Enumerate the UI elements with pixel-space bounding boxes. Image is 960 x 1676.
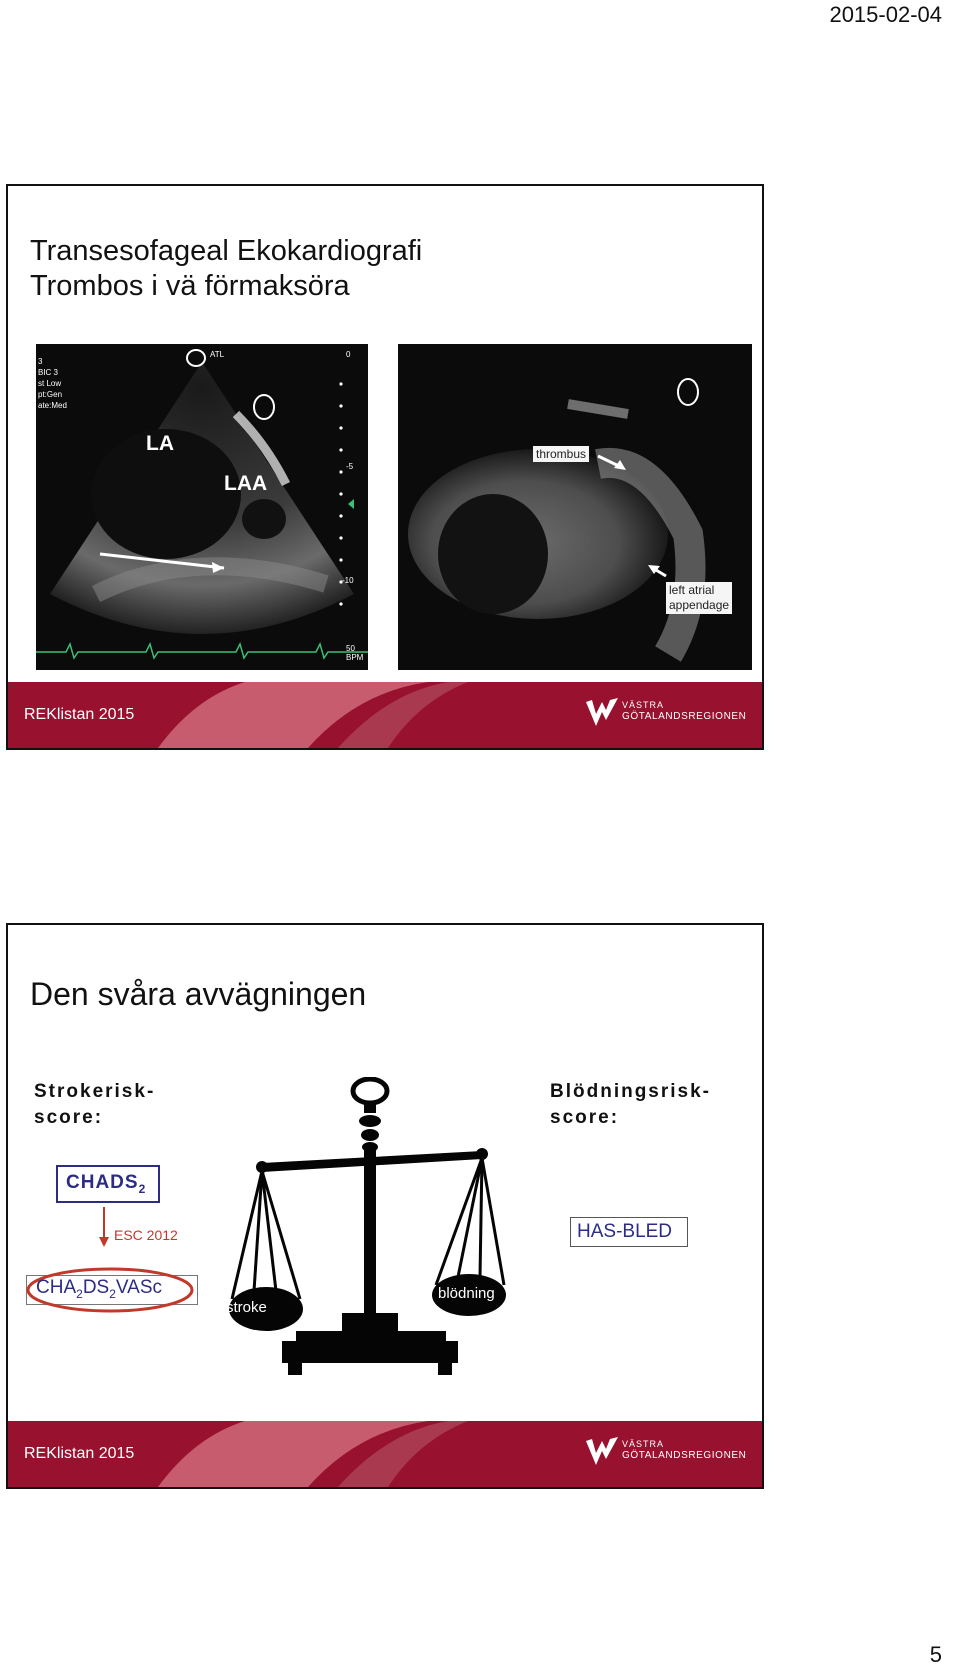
chads2-sub: 2 (138, 1181, 147, 1196)
cha2ds2vasc-part-b: DS (82, 1277, 110, 1298)
esc-2012-label: ESC 2012 (114, 1227, 178, 1243)
bpm-unit: BPM (346, 653, 364, 662)
cha2ds2vasc-sub-2: 2 (109, 1286, 116, 1301)
scale-tick-5: -5 (346, 462, 354, 471)
slide2-footer (8, 1421, 762, 1487)
label-left-atrial-appendage (666, 582, 732, 614)
slide1-title (30, 234, 422, 304)
chads2-box (56, 1165, 160, 1203)
echo-sector-graphic (36, 344, 368, 670)
label-appendage-line1: left atrial (669, 583, 715, 597)
cha2ds2vasc-sub-1: 2 (76, 1286, 83, 1301)
setting-3: st Low (38, 379, 62, 388)
vgr-logo-line1: VÄSTRA (622, 700, 665, 710)
slide-balance (6, 923, 764, 1489)
label-laa: LAA (224, 472, 268, 495)
balance-scale-icon (226, 1077, 526, 1377)
vgr-logo (584, 696, 747, 730)
slide2-footer-text: REKlistan 2015 (24, 1445, 135, 1462)
label-appendage-line2: appendage (669, 598, 730, 612)
echo-image-left (36, 344, 368, 670)
slide1-footer (8, 682, 762, 748)
bpm-readout (346, 644, 363, 662)
scale-tick-10: -10 (342, 576, 354, 585)
label-la: LA (146, 432, 174, 455)
setting-2: BIC 3 (38, 368, 59, 377)
chads2-main: CHADS (66, 1172, 139, 1193)
echo-image-right (398, 344, 752, 670)
bpm-value: 50 (346, 644, 355, 653)
vgr-logo-icon (584, 1435, 620, 1469)
scale-label-blodning: blödning (438, 1285, 495, 1302)
header-date: 2015-02-04 (829, 2, 942, 27)
vgr-logo-line1: VÄSTRA (622, 1439, 665, 1449)
bleeding-risk-label-line2: score: (550, 1107, 620, 1128)
label-thrombus: thrombus (533, 446, 589, 462)
cha2ds2vasc-text (36, 1277, 162, 1301)
setting-5: ate:Med (38, 401, 67, 410)
slide-echocardiography (6, 184, 764, 750)
vgr-logo-icon (584, 696, 620, 730)
cha2ds2vasc-part-a: CHA (36, 1277, 77, 1298)
stroke-risk-label (34, 1079, 155, 1131)
stroke-risk-label-line1: Strokerisk- (34, 1081, 156, 1102)
echo-thrombus-graphic (398, 344, 752, 670)
echo-settings-text (38, 356, 67, 411)
arrow-down-icon (98, 1207, 110, 1249)
cha2ds2vasc-part-c: VASc (115, 1277, 163, 1298)
hasbled-box: HAS-BLED (570, 1217, 688, 1247)
vgr-logo-line2: GÖTALANDSREGIONEN (622, 711, 747, 722)
setting-4: pt:Gen (38, 390, 63, 399)
page-number: 5 (929, 1642, 942, 1667)
setting-1: 3 (38, 357, 43, 366)
slide2-title: Den svåra avvägningen (30, 976, 367, 1012)
bleeding-risk-label-line1: Blödningsrisk- (550, 1081, 712, 1102)
scale-tick-0: 0 (346, 350, 351, 359)
slide1-title-line1: Transesofageal Ekokardiografi (30, 235, 423, 267)
slide1-title-line2: Trombos i vä förmaksöra (30, 270, 350, 302)
label-atl: ATL (210, 350, 225, 359)
scale-label-stroke: stroke (226, 1299, 267, 1316)
vgr-logo-line2: GÖTALANDSREGIONEN (622, 1450, 747, 1461)
vgr-logo (584, 1435, 747, 1469)
slide1-footer-text: REKlistan 2015 (24, 706, 135, 723)
bleeding-risk-label (550, 1079, 711, 1131)
stroke-risk-label-line2: score: (34, 1107, 104, 1128)
